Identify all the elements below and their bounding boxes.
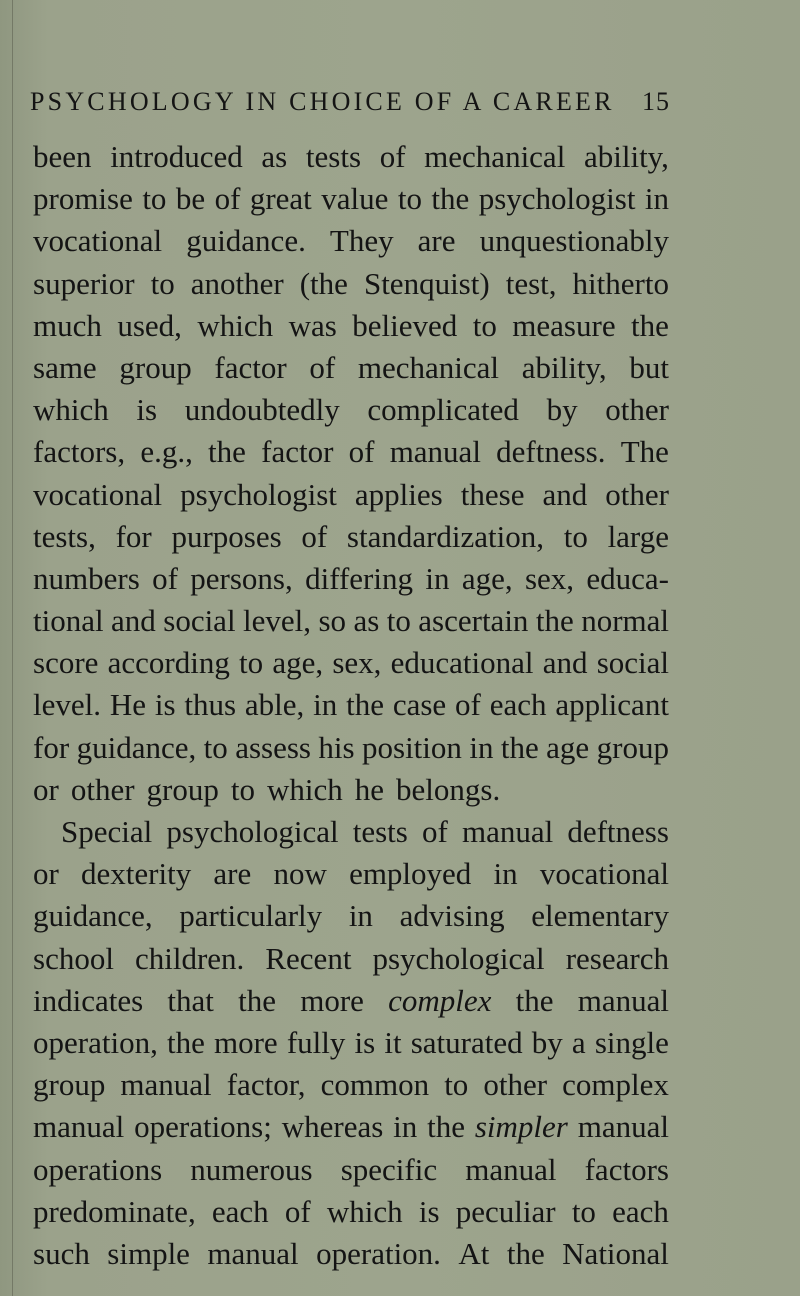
text-line: score according to age, sex, educational and social — [33, 645, 669, 681]
text-line: or dexterity are now employed in vocational — [33, 856, 669, 892]
text-line: promise to be of great value to the psychologist in — [33, 181, 669, 217]
page-number: 15 — [642, 87, 670, 116]
text-line: or other group to which he belongs. — [33, 771, 501, 807]
text-line: which is undoubtedly complicated by other — [33, 392, 669, 428]
text-line: guidance, particularly in advising elementary — [33, 898, 669, 934]
text-line: vocational psychologist applies these and other — [33, 476, 669, 512]
body-text — [33, 136, 669, 1275]
running-title: PSYCHOLOGY IN CHOICE OF A CAREER — [30, 87, 615, 116]
text-line: manual operations; whereas in the simpler manual — [33, 1109, 669, 1145]
text-line: operations numerous specific manual factors — [33, 1151, 669, 1187]
text-line: predominate, each of which is peculiar to each — [33, 1193, 669, 1229]
text-line: operation, the more fully is it saturated by a single — [33, 1024, 669, 1060]
text-line: superior to another (the Stenquist) test, hitherto — [33, 265, 669, 301]
text-line: much used, which was believed to measure the — [33, 307, 669, 343]
text-line: tests, for purposes of standardization, to large — [33, 518, 669, 554]
text-line: factors, e.g., the factor of manual deftness. The — [33, 434, 669, 470]
text-line: same group factor of mechanical ability, but — [33, 349, 669, 385]
text-line: indicates that the more complex the manual — [33, 982, 669, 1018]
text-line: group manual factor, common to other complex — [33, 1067, 669, 1103]
text-line: such simple manual operation. At the National — [33, 1235, 669, 1271]
text-line: been introduced as tests of mechanical ability, — [33, 139, 669, 174]
text-line: for guidance, to assess his position in the age group — [33, 729, 669, 765]
text-line: tional and social level, so as to ascertain the normal — [33, 603, 669, 639]
text-line: numbers of persons, differing in age, sex, educa- — [33, 560, 669, 596]
text-line: Special psychological tests of manual deftness — [61, 814, 669, 849]
text-line: school children. Recent psychological research — [33, 940, 669, 976]
running-header — [30, 87, 670, 117]
text-line: level. He is thus able, in the case of each applicant — [33, 687, 669, 723]
page-edge-line — [12, 0, 13, 1296]
text-line: vocational guidance. They are unquestionably — [33, 223, 669, 259]
